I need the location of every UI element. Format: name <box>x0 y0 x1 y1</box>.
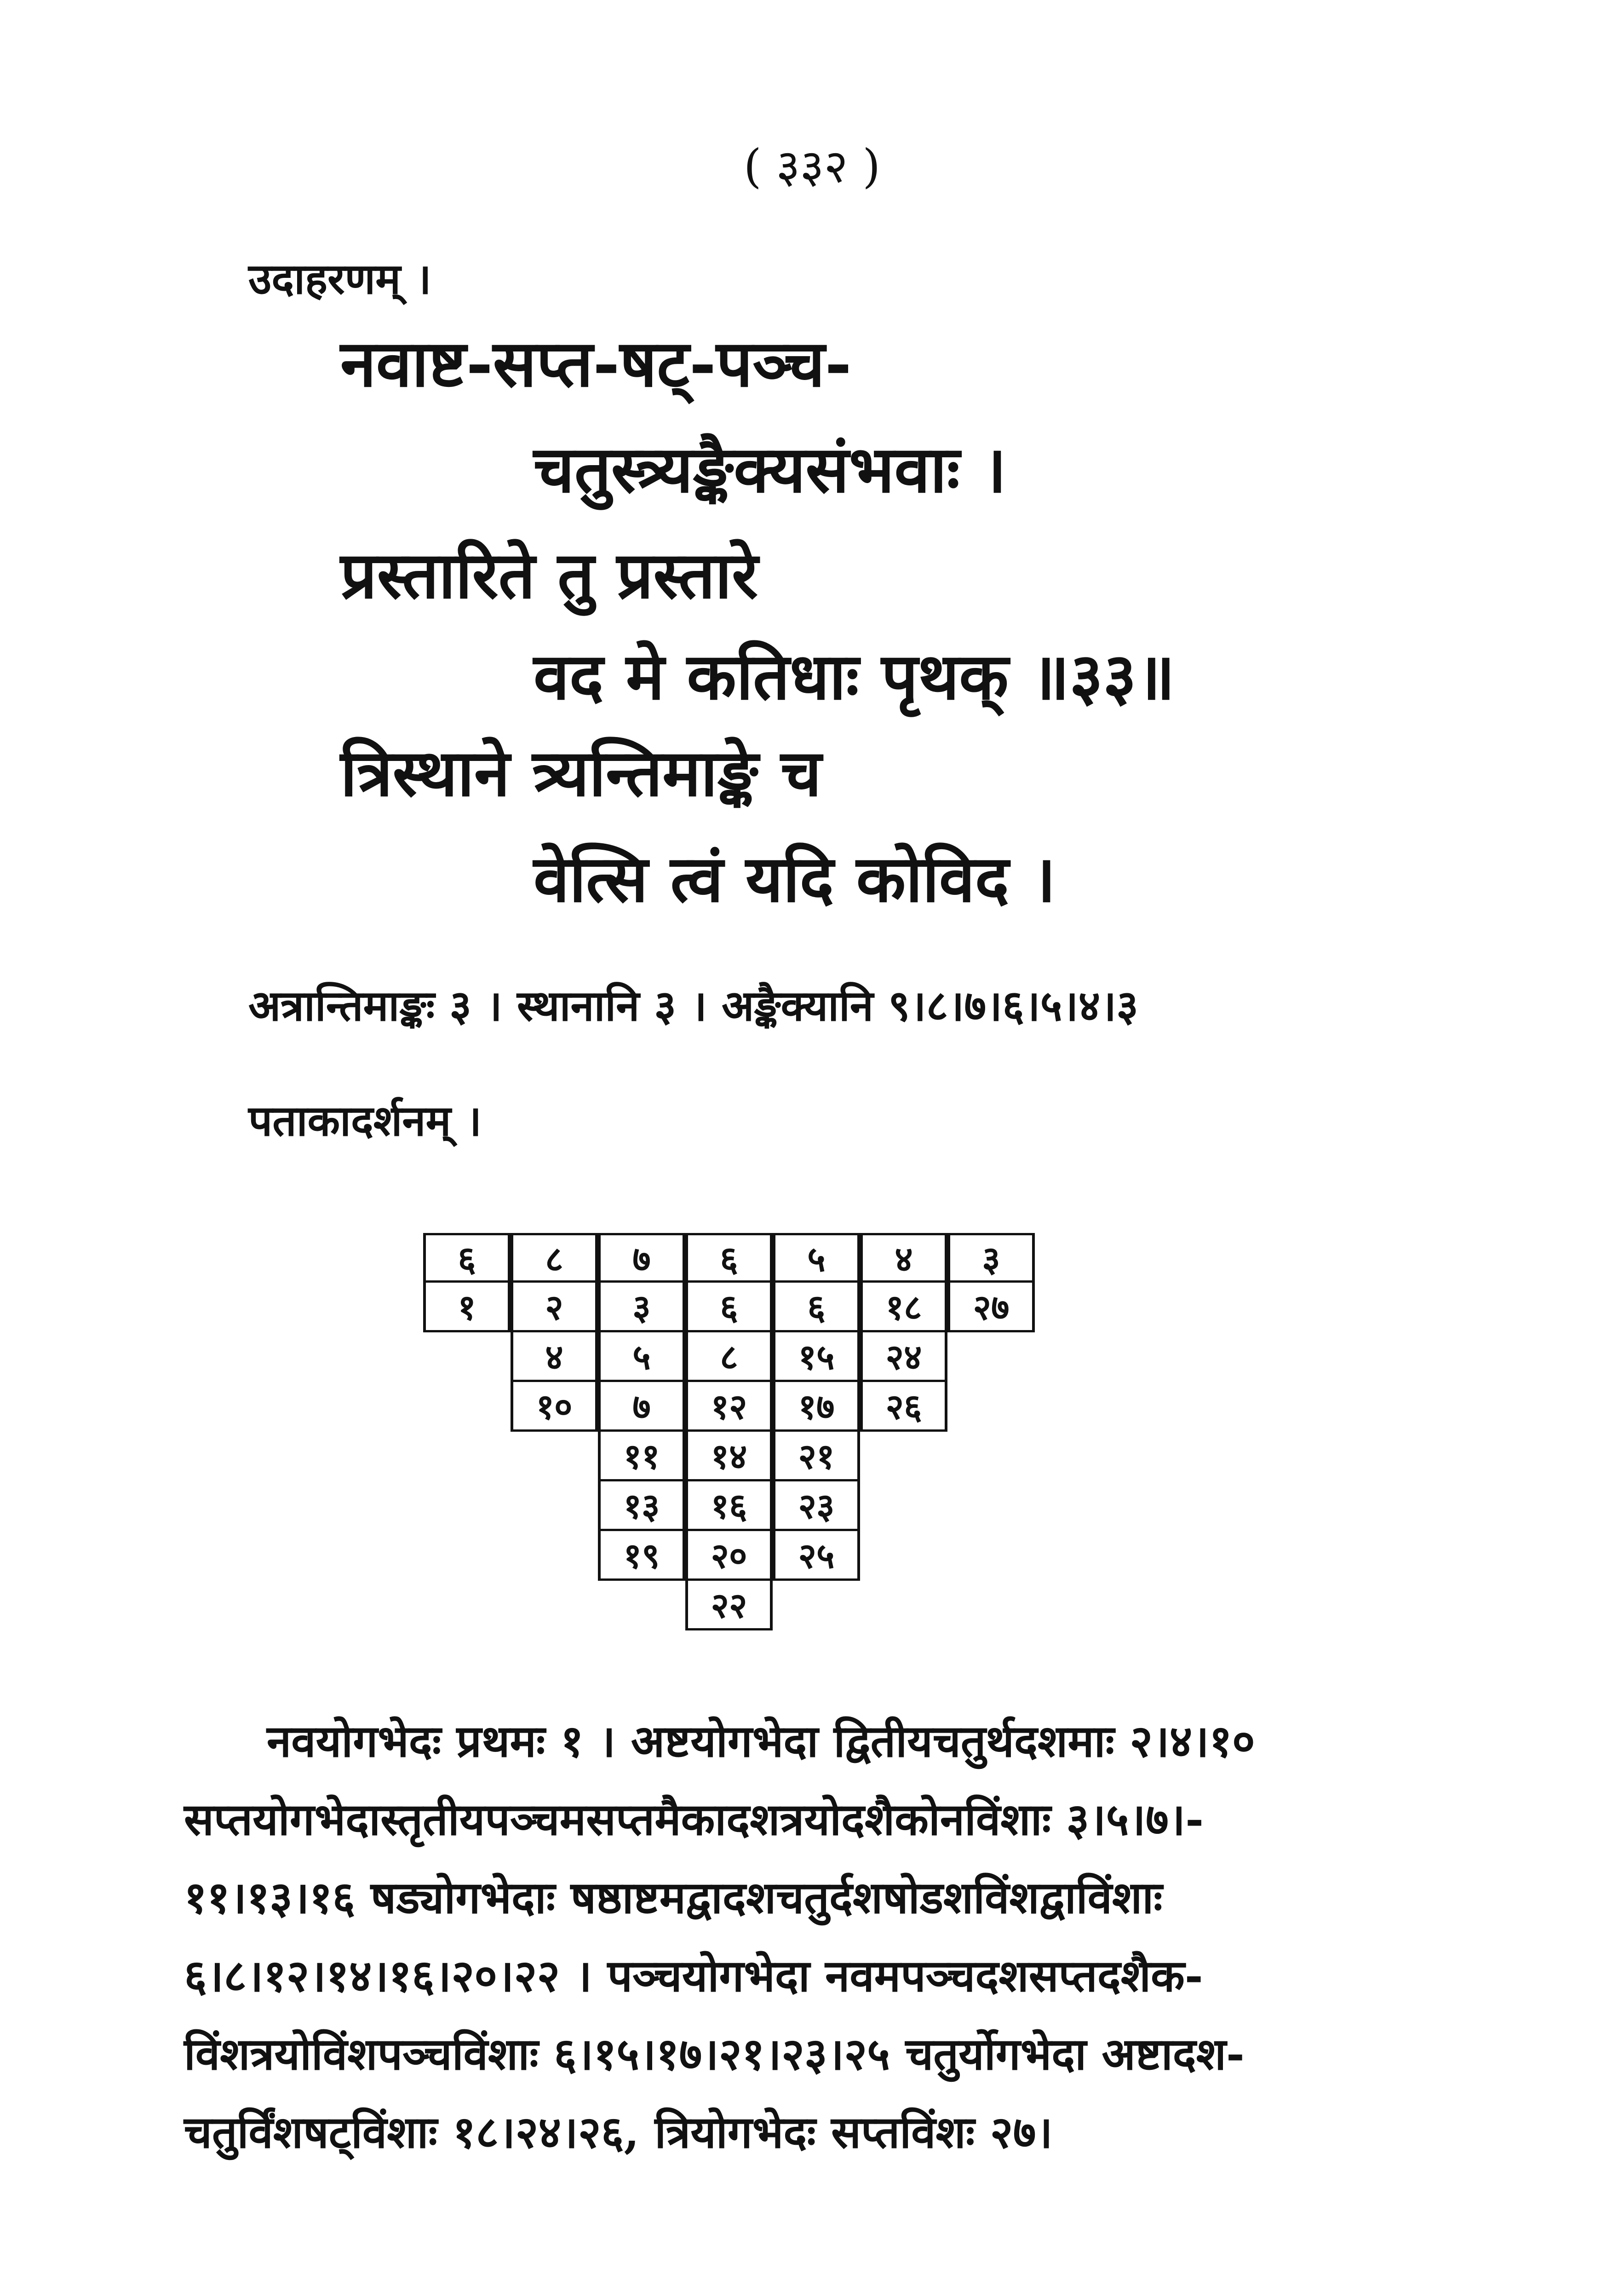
table-cell: २ <box>511 1283 598 1332</box>
verse-line-1: नवाष्ट-सप्त-षट्-पञ्च- <box>340 326 852 402</box>
table-cell: ५ <box>598 1332 685 1382</box>
table-cell: ३ <box>947 1233 1035 1283</box>
table-cell: १ <box>423 1283 511 1332</box>
verse-line-6: वेत्सि त्वं यदि कोविद । <box>534 841 1056 917</box>
table-cell: ५ <box>773 1233 860 1283</box>
table-cell: ११ <box>598 1432 685 1481</box>
udaharanam-heading: उदाहरणम् । <box>248 254 432 304</box>
table-cell: ४ <box>511 1332 598 1382</box>
table-cell: २१ <box>773 1432 860 1481</box>
explanation-line-1: नवयोगभेदः प्रथमः १ । अष्टयोगभेदा द्वितीयचतुर्थदशमाः २।४।१० <box>267 1715 1255 1767</box>
explanation-line-4: ६।८।१२।१४।१६।२०।२२ । पञ्चयोगभेदा नवमपञ्चदशसप्तदशैक- <box>184 1950 1203 2002</box>
table-cell: १८ <box>860 1283 947 1332</box>
pataka-heading: पताकादर्शनम् । <box>248 1096 482 1146</box>
verse-line-4: वद मे कतिधाः पृथक् ॥३३॥ <box>534 639 1175 714</box>
explanation-line-2: सप्तयोगभेदास्तृतीयपञ्चमसप्तमैकादशत्रयोदशैकोनविंशाः ३।५।७।- <box>184 1793 1204 1845</box>
table-cell: १६ <box>685 1481 773 1531</box>
table-cell: ४ <box>860 1233 947 1283</box>
table-cell: १४ <box>685 1432 773 1481</box>
table-cell: ६ <box>773 1283 860 1332</box>
table-cell: ६ <box>685 1283 773 1332</box>
table-cell: १५ <box>773 1332 860 1382</box>
table-cell: २४ <box>860 1332 947 1382</box>
explanation-line-6: चतुर्विंशषट्विंशाः १८।२४।२६, त्रियोगभेदः सप्तविंशः २७। <box>184 2106 1053 2158</box>
table-cell: ८ <box>511 1233 598 1283</box>
note-line: अत्रान्तिमाङ्कः ३ । स्थानानि ३ । अङ्कैक्यानि ९।८।७।६।५।४।३ <box>248 981 1139 1031</box>
page-number: ( ३३२ ) <box>743 139 881 193</box>
table-cell: ६ <box>685 1233 773 1283</box>
table-cell: ६ <box>423 1233 511 1283</box>
table-cell: २२ <box>685 1581 773 1630</box>
table-cell: १९ <box>598 1531 685 1581</box>
table-cell: १७ <box>773 1382 860 1432</box>
table-cell: १० <box>511 1382 598 1432</box>
table-cell: २७ <box>947 1283 1035 1332</box>
table-cell: २३ <box>773 1481 860 1531</box>
table-cell: ७ <box>598 1382 685 1432</box>
verse-line-5: त्रिस्थाने त्र्यन्तिमाङ्के च <box>340 736 822 811</box>
table-cell: २५ <box>773 1531 860 1581</box>
table-cell: ८ <box>685 1332 773 1382</box>
verse-line-3: प्रस्तारिते तु प्रस्तारे <box>340 538 758 613</box>
verse-line-2: चतुस्त्र्यङ्कैक्यसंभवाः । <box>534 432 1007 507</box>
table-cell: १२ <box>685 1382 773 1432</box>
table-cell: २६ <box>860 1382 947 1432</box>
table-cell: १३ <box>598 1481 685 1531</box>
table-cell: २० <box>685 1531 773 1581</box>
table-cell: ३ <box>598 1283 685 1332</box>
explanation-line-5: विंशत्रयोविंशपञ्चविंशाः ६।१५।१७।२१।२३।२५ चतुर्योगभेदा अष्टादश- <box>184 2028 1245 2080</box>
explanation-line-3: ११।१३।१६ षड्योगभेदाः षष्ठाष्टमद्वादशचतुर्दशषोडशविंशद्वाविंशाः <box>184 1872 1163 1924</box>
table-cell: ७ <box>598 1233 685 1283</box>
